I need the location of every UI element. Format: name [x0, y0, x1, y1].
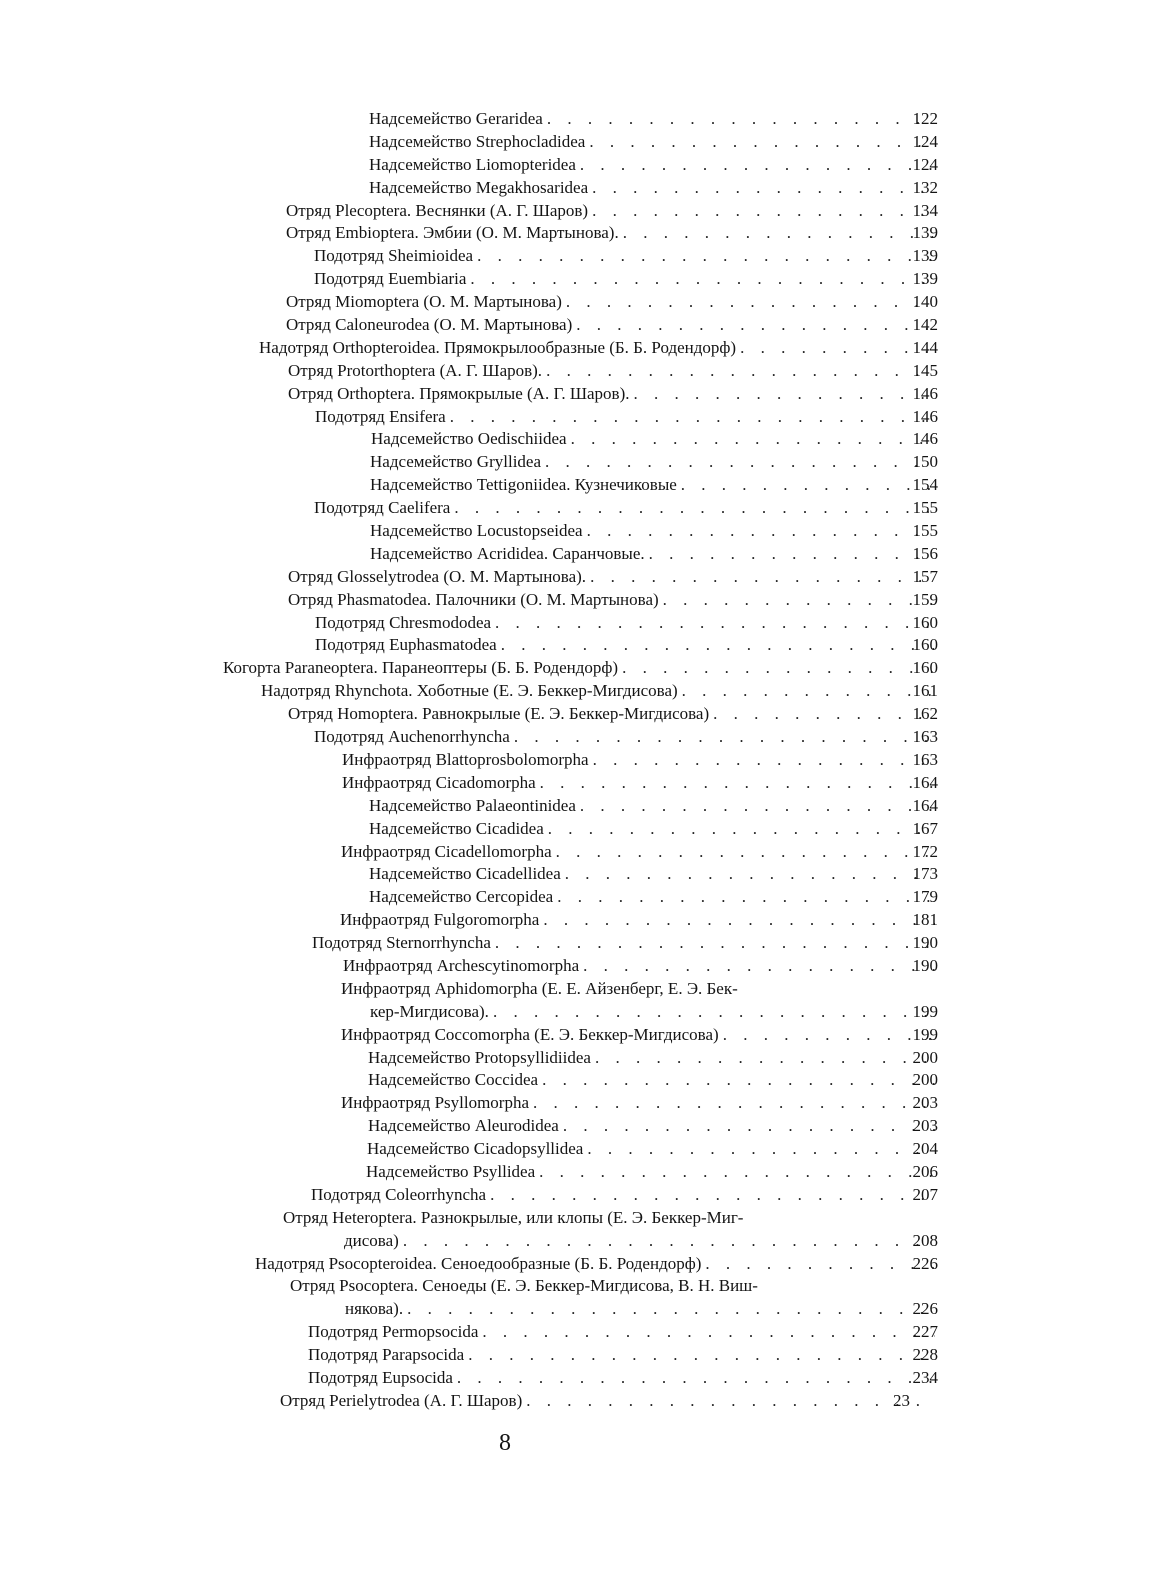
toc-entry [283, 1207, 933, 1230]
toc-page-number: 132 [912, 177, 938, 197]
toc-page-number: 208 [912, 1230, 938, 1250]
toc-entry-title: Подотряд Coleorrhyncha [311, 1184, 487, 1204]
toc-entry-title: Инфраотряд Blattoprosbolomorpha [342, 749, 589, 769]
toc-entry-title: Инфраотряд Coccomorpha (Е. Э. Беккер-Мигдисова) [341, 1024, 719, 1044]
toc-page-number: 228 [912, 1345, 938, 1365]
toc-page-number: 146 [912, 406, 938, 426]
dot-leader [563, 1115, 935, 1138]
toc-entry-title: Надсемейство Acrididea. Саранчовые. [370, 543, 645, 563]
toc-entry [370, 543, 935, 566]
toc-entry [288, 589, 935, 612]
toc-entry [286, 200, 935, 223]
toc-row [0, 978, 1163, 1001]
toc-entry [314, 497, 935, 520]
toc-page-number: 156 [912, 543, 938, 563]
dot-leader [501, 634, 935, 657]
toc-page-number: 234 [912, 1367, 938, 1387]
toc-entry [286, 222, 935, 245]
toc-entry-title: Отряд Homoptera. Равнокрылые (Е. Э. Беккер-Мигдисова) [288, 704, 710, 724]
toc-row [0, 245, 1163, 268]
toc-page-number: 157 [912, 566, 938, 586]
toc-page-number: 154 [912, 475, 938, 495]
toc-entry-title: Надсемейство Liomopteridea [369, 154, 576, 174]
toc-row [0, 612, 1163, 635]
toc-entry [369, 818, 935, 841]
toc-page-number: 203 [912, 1116, 938, 1136]
toc-entry-title: Отряд Embioptera. Эмбии (О. М. Мартынова). [286, 223, 619, 243]
toc-entry [308, 1321, 935, 1344]
toc-entry-title: Надотряд Rhynchota. Хоботные (Е. Э. Беккер-Мигдисова) [261, 681, 678, 701]
toc-row [0, 1069, 1163, 1092]
toc-entry-title: Подотряд Chresmododea [315, 612, 492, 632]
toc-page-number: 144 [912, 337, 938, 357]
toc-entry [311, 1184, 935, 1207]
dot-leader [583, 955, 935, 978]
toc-entry [344, 1230, 935, 1253]
toc-entry [366, 1161, 935, 1184]
toc-entry [280, 1390, 935, 1413]
toc-entry-title: Подотряд Euphasmatodea [315, 635, 497, 655]
toc-entry-title: Инфраотряд Psyllomorpha [341, 1093, 530, 1113]
dot-leader [592, 177, 935, 200]
toc-entry-title: Отряд Glosselytrodea (О. М. Мартынова). [288, 566, 587, 586]
toc-row [0, 268, 1163, 291]
toc-entry [369, 886, 935, 909]
toc-row [0, 1344, 1163, 1367]
toc-row [0, 428, 1163, 451]
toc-page-number: 167 [912, 818, 938, 838]
toc-page-number: 160 [912, 612, 938, 632]
toc-entry [314, 268, 935, 291]
toc-row [0, 749, 1163, 772]
toc-entry-title: Надсемейство Cicadidea [369, 818, 544, 838]
toc-row [0, 474, 1163, 497]
toc-entry [315, 612, 935, 635]
toc-page-number: 227 [912, 1322, 938, 1342]
dot-leader [403, 1230, 935, 1253]
toc-entry-title: Инфраотряд Fulgoromorpha [340, 910, 540, 930]
toc-page-number: 124 [912, 131, 938, 151]
toc-entry [261, 680, 935, 703]
toc-entry-title: Подотряд Parapsocida [308, 1345, 465, 1365]
toc-row [0, 200, 1163, 223]
dot-leader [589, 131, 935, 154]
toc-page-number: 145 [912, 360, 938, 380]
dot-leader [547, 108, 935, 131]
toc-page-number: 122 [912, 109, 938, 128]
toc-entry-title: Надсемейство Geraridea [369, 109, 543, 128]
dot-leader [593, 749, 935, 772]
toc-entry-title: Надсемейство Aleurodidea [368, 1116, 559, 1136]
toc-page-number: 181 [912, 910, 938, 930]
toc-entry-title: Надсемейство Strephocladidea [369, 131, 586, 151]
toc-page-number: 199 [912, 1024, 938, 1044]
toc-entry-title: кер-Мигдисова). [370, 1001, 489, 1021]
toc-entry-title: Отряд Orthoptera. Прямокрылые (А. Г. Шаров). [288, 383, 630, 403]
toc-row [0, 841, 1163, 864]
toc-row [0, 1001, 1163, 1024]
toc-entry-title: Надсемейство Coccidea [368, 1070, 539, 1090]
toc-entry-title: Надсемейство Locustopseidea [370, 521, 583, 541]
toc-page-number: 164 [912, 772, 938, 792]
toc-row [0, 1138, 1163, 1161]
toc-entry-title: Надсемейство Gryllidea [370, 452, 542, 472]
toc-entry [286, 291, 935, 314]
dot-leader [556, 841, 935, 864]
toc-entry [290, 1275, 933, 1298]
toc-row [0, 1367, 1163, 1390]
toc-entry-title: Подотряд Permopsocida [308, 1322, 479, 1342]
toc-entry [308, 1367, 935, 1390]
toc-page-number: 139 [912, 246, 938, 266]
toc-entry [342, 772, 935, 795]
toc-row [0, 154, 1163, 177]
dot-leader [533, 1092, 935, 1115]
toc-entry [341, 1092, 935, 1115]
toc-row [0, 886, 1163, 909]
dot-leader [470, 268, 935, 291]
toc-page-number: 200 [912, 1070, 938, 1090]
toc-entry-title: Надсемейство Megakhosaridea [369, 177, 589, 197]
toc-row [0, 337, 1163, 360]
toc-entry-title: Надотряд Psocopteroidea. Сеноедообразные (Б. Б. Родендорф) [255, 1253, 702, 1273]
dot-leader [543, 909, 935, 932]
dot-leader [580, 795, 935, 818]
toc-row [0, 1115, 1163, 1138]
toc-entry-title: Подотряд Auchenorrhyncha [314, 727, 510, 747]
toc-page-number: 159 [912, 589, 938, 609]
toc-row [0, 108, 1163, 131]
toc-page-number: 206 [912, 1161, 938, 1181]
dot-leader [546, 360, 935, 383]
toc-row [0, 131, 1163, 154]
toc-page-number: 164 [912, 795, 938, 815]
toc-entry-title: Надотряд Orthopteroidea. Прямокрылообразные (Б. Б. Родендорф) [259, 337, 737, 357]
toc-page-number: 190 [912, 933, 938, 953]
toc-entry [345, 1298, 935, 1321]
toc-row [0, 1321, 1163, 1344]
dot-leader [477, 245, 935, 268]
toc-page-number: 163 [912, 749, 938, 769]
dot-leader [514, 726, 935, 749]
toc-entry-title: Надсемейство Tettigoniidea. Кузнечиковые [370, 475, 677, 495]
toc-page-number: 155 [912, 521, 938, 541]
toc-page-number: 140 [912, 292, 938, 312]
toc-entry-title: Надсемейство Protopsyllidiidea [368, 1047, 591, 1067]
toc-row [0, 1390, 1163, 1413]
toc-entry-title: Подотряд Caelifera [314, 498, 451, 518]
dot-leader [526, 1390, 935, 1413]
toc-entry [370, 1001, 935, 1024]
toc-row [0, 497, 1163, 520]
toc-entry-title: Инфраотряд Archescytinomorpha [343, 955, 580, 975]
toc-entry [288, 360, 935, 383]
toc-page-number: 207 [912, 1184, 938, 1204]
toc-page-number: 146 [912, 429, 938, 449]
toc-entry [369, 131, 935, 154]
dot-leader [580, 154, 935, 177]
toc-entry-title: Надсемейство Cicadellidea [369, 864, 561, 884]
dot-leader [571, 428, 935, 451]
toc-entry-title: Надсемейство Palaeontinidea [369, 795, 576, 815]
toc-row [0, 703, 1163, 726]
toc-row [0, 657, 1163, 680]
toc-entry-title: Отряд Protorthoptera (А. Г. Шаров). [288, 360, 543, 380]
toc-entry [343, 955, 935, 978]
toc-entry [315, 406, 935, 429]
toc-page-number: 226 [912, 1253, 938, 1273]
toc-page-number: 124 [912, 154, 938, 174]
toc-row [0, 1024, 1163, 1047]
toc-entry [369, 863, 935, 886]
toc-entry [367, 1138, 935, 1161]
toc-entry [341, 1024, 935, 1047]
toc-entry [370, 520, 935, 543]
toc-page-number: 150 [912, 452, 938, 472]
toc-page-number: 139 [912, 223, 938, 243]
toc-row [0, 795, 1163, 818]
toc-entry-title: Надсемейство Cicadopsyllidea [367, 1139, 584, 1159]
toc-page-number: 173 [912, 864, 938, 884]
toc-entry [308, 1344, 935, 1367]
toc-row [0, 909, 1163, 932]
dot-leader [407, 1298, 935, 1321]
page-number: 8 [499, 1430, 511, 1456]
toc-entry [369, 154, 935, 177]
toc-entry-title: Инфраотряд Cicadomorpha [342, 772, 536, 792]
toc-row [0, 818, 1163, 841]
dot-leader [495, 612, 935, 635]
toc-row [0, 1161, 1163, 1184]
dot-leader [495, 932, 935, 955]
toc-row [0, 955, 1163, 978]
toc-entry-title: Инфраотряд Aphidomorpha (Е. Е. Айзенберг, Е. Э. Бек- [341, 978, 738, 998]
toc-row [0, 680, 1163, 703]
toc-entry [341, 841, 935, 864]
toc-page-number: 172 [912, 841, 938, 861]
toc-page-number: 146 [912, 383, 938, 403]
toc-entry-title: Надсемейство Psyllidea [366, 1161, 536, 1181]
toc-entry-title: Подотряд Ensifera [315, 406, 446, 426]
dot-leader [542, 1069, 935, 1092]
toc-page-number: 204 [912, 1139, 938, 1159]
toc-entry [223, 657, 935, 680]
toc-row [0, 406, 1163, 429]
toc-page-number: 160 [912, 658, 938, 678]
dot-leader [587, 520, 935, 543]
toc-entry [368, 1115, 935, 1138]
toc-row [0, 1047, 1163, 1070]
toc-page-number: 23 [893, 1390, 910, 1410]
dot-leader [595, 1047, 935, 1070]
dot-leader [450, 406, 935, 429]
toc-entry [314, 245, 935, 268]
toc-row [0, 1253, 1163, 1276]
toc-entry [369, 108, 935, 131]
toc-row [0, 726, 1163, 749]
dot-leader [565, 863, 935, 886]
dot-leader [576, 314, 935, 337]
toc-row [0, 589, 1163, 612]
toc-entry-title: Отряд Psocoptera. Сеноеды (Е. Э. Беккер-Мигдисова, В. Н. Виш- [290, 1276, 758, 1296]
toc-page-number: 200 [912, 1047, 938, 1067]
toc-row [0, 360, 1163, 383]
toc-page-number: 163 [912, 727, 938, 747]
toc-row [0, 543, 1163, 566]
toc-entry [368, 1047, 935, 1070]
toc-page-number: 139 [912, 269, 938, 289]
toc-page-number: 203 [912, 1093, 938, 1113]
toc-entry-title: дисова) [344, 1230, 399, 1250]
toc-row [0, 451, 1163, 474]
toc-entry-title: Подотряд Euembiaria [314, 269, 467, 289]
toc-row [0, 1298, 1163, 1321]
toc-entry [369, 795, 935, 818]
toc-entry [288, 703, 935, 726]
toc-row [0, 520, 1163, 543]
toc-row [0, 1092, 1163, 1115]
toc-entry [255, 1253, 935, 1276]
toc-entry-title: Когорта Paraneoptera. Паранеоптеры (Б. Б. Родендорф) [223, 658, 619, 678]
toc-row [0, 1184, 1163, 1207]
toc-entry [369, 177, 935, 200]
toc-row [0, 222, 1163, 245]
dot-leader [454, 497, 935, 520]
dot-leader [592, 200, 935, 223]
toc-row [0, 177, 1163, 200]
toc-entry-title: Подотряд Sternorrhyncha [312, 933, 491, 953]
toc-entry [341, 978, 933, 1001]
toc-entry [370, 451, 935, 474]
toc-entry [368, 1069, 935, 1092]
toc-page-number: 190 [912, 955, 938, 975]
toc-page-number: 134 [912, 200, 938, 220]
toc-entry [312, 932, 935, 955]
toc-page-number: 226 [912, 1299, 938, 1319]
toc-entry-title: Подотряд Sheimioidea [314, 246, 474, 266]
toc-row [0, 291, 1163, 314]
toc-row [0, 634, 1163, 657]
dot-leader [587, 1138, 935, 1161]
toc-entry [259, 337, 935, 360]
toc-entry [288, 383, 935, 406]
toc-page-number: 162 [912, 704, 938, 724]
dot-leader [493, 1001, 935, 1024]
toc-page-number: 161 [912, 681, 938, 701]
toc-page-number: 160 [912, 635, 938, 655]
dot-leader [468, 1344, 935, 1367]
dot-leader [590, 566, 935, 589]
toc-entry-title: Подотряд Eupsocida [308, 1367, 453, 1387]
toc-entry-title: Отряд Caloneurodea (О. М. Мартынова) [286, 315, 573, 335]
toc-row [0, 1207, 1163, 1230]
toc-entry-title: Отряд Plecoptera. Веснянки (А. Г. Шаров) [286, 200, 589, 220]
dot-leader [548, 818, 935, 841]
dot-leader [539, 1161, 935, 1184]
toc-entry [340, 909, 935, 932]
toc-page-number: 155 [912, 498, 938, 518]
toc-page-number: 142 [912, 315, 938, 335]
toc-row [0, 772, 1163, 795]
toc-entry-title: някова). [345, 1299, 404, 1319]
toc-entry [342, 749, 935, 772]
dot-leader [557, 886, 935, 909]
toc-page-number: 179 [912, 887, 938, 907]
toc-row [0, 383, 1163, 406]
toc-entry-title: Отряд Perielytrodea (А. Г. Шаров) [280, 1390, 523, 1410]
toc-row [0, 1275, 1163, 1298]
dot-leader [540, 772, 935, 795]
toc-entry-title: Отряд Heteroptera. Разнокрылые, или клопы (Е. Э. Беккер-Миг- [283, 1207, 744, 1227]
toc-entry-title: Надсемейство Cercopidea [369, 887, 554, 907]
dot-leader [482, 1321, 935, 1344]
toc-entry [370, 474, 935, 497]
toc-entry [315, 634, 935, 657]
toc-row [0, 314, 1163, 337]
dot-leader [457, 1367, 935, 1390]
toc-entry [314, 726, 935, 749]
dot-leader [566, 291, 935, 314]
toc-entry [286, 314, 935, 337]
toc-entry-title: Надсемейство Oedischiidea [371, 429, 567, 449]
toc-entry-title: Инфраотряд Cicadellomorpha [341, 841, 552, 861]
toc-page-number: 199 [912, 1001, 938, 1021]
toc-row [0, 1230, 1163, 1253]
toc-entry-title: Отряд Miomoptera (О. М. Мартынова) [286, 292, 562, 312]
toc-entry [371, 428, 935, 451]
toc-entry [288, 566, 935, 589]
toc-row [0, 863, 1163, 886]
toc-entry-title: Отряд Phasmatodea. Палочники (О. М. Мартынова) [288, 589, 659, 609]
dot-leader [545, 451, 935, 474]
toc-row [0, 932, 1163, 955]
dot-leader [490, 1184, 935, 1207]
table-of-contents [0, 108, 1163, 1413]
toc-row [0, 566, 1163, 589]
